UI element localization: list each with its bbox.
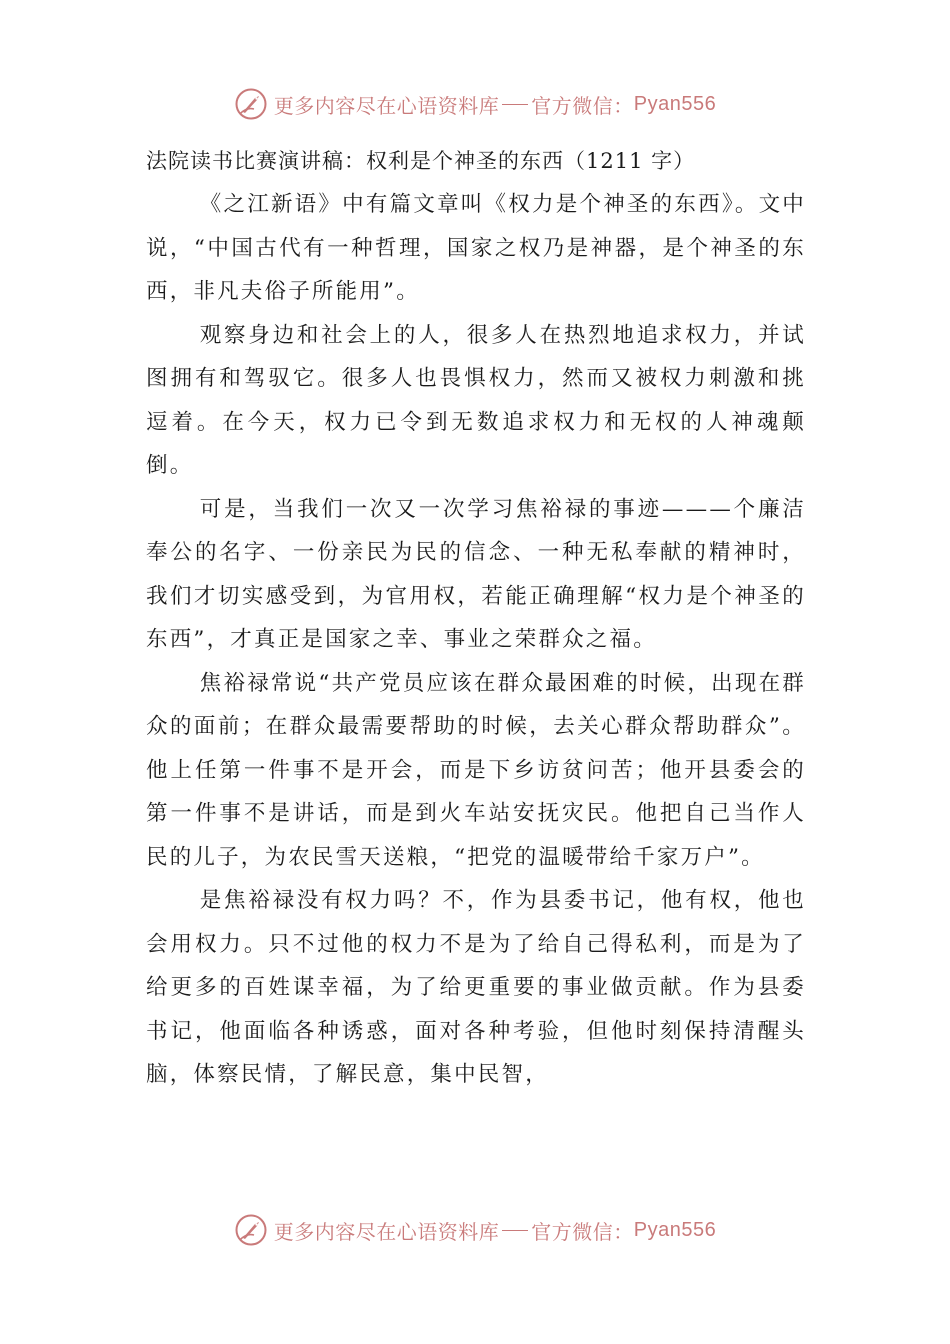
banner-contact-label: 官方微信： [531, 1219, 634, 1244]
banner-contact-id: Pyan556 [633, 1218, 717, 1241]
banner-contact-id: Pyan556 [633, 92, 717, 115]
pen-nib-logo-icon [234, 1213, 268, 1247]
paragraph-3: 可是，当我们一次又一次学习焦裕禄的事迹———个廉洁奉公的名字、一份亲民为民的信念、一种无私奉献的精神时，我们才切实感受到，为官用权，若能正确理解“权力是个神圣的东西”，才真正是国家之幸、事业之荣群众之福。 [146, 496, 806, 652]
paragraph-2: 观察身边和社会上的人，很多人在热烈地追求权力，并试图拥有和驾驭它。很多人也畏惧权力，然而又被权力刺激和挑逗着。在今天，权力已令到无数追求权力和无权的人神魂颠倒。 [146, 322, 806, 478]
paragraph-1: 《之江新语》中有篇文章叫《权力是个神圣的东西》。文中说，“中国古代有一种哲理，国家之权乃是神器，是个神圣的东西，非凡夫俗子所能用”。 [146, 192, 806, 304]
banner-dash [502, 104, 528, 105]
footer-banner [0, 1208, 950, 1252]
document-title: 法院读书比赛演讲稿：权利是个神圣的东西（1211 字） [146, 149, 696, 173]
document-body [146, 140, 806, 1097]
banner-main-text: 更多内容尽在心语资料库 [273, 1219, 500, 1244]
banner-dash [502, 1230, 528, 1231]
header-banner [0, 82, 950, 126]
banner-contact-label: 官方微信： [531, 93, 634, 118]
paragraph-4: 焦裕禄常说“共产党员应该在群众最困难的时候，出现在群众的面前；在群众最需要帮助的时候，去关心群众帮助群众”。他上任第一件事不是开会，而是下乡访贫问苦；他开县委会的第一件事不是讲话，而是到火车站安抚灾民。他把自己当作人民的儿子，为农民雪天送粮，“把党的温暖带给千家万户”。 [146, 670, 806, 870]
paragraph-5: 是焦裕禄没有权力吗？不，作为县委书记，他有权，他也会用权力。只不过他的权力不是为了给自己得私利，而是为了给更多的百姓谋幸福，为了给更重要的事业做贡献。作为县委书记，他面临各种诱惑，面对各种考验，但他时刻保持清醒头脑，体察民情，了解民意，集中民智， [146, 888, 806, 1087]
pen-nib-logo-icon [234, 87, 268, 121]
banner-main-text: 更多内容尽在心语资料库 [273, 93, 500, 118]
